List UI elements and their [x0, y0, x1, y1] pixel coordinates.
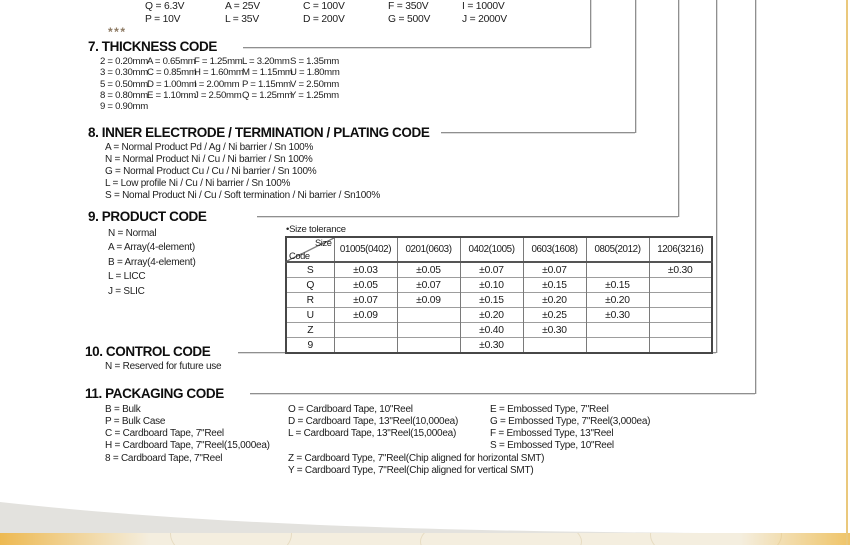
thickness-item: V = 2.50mm — [290, 78, 339, 90]
thickness-item: S = 1.35mm — [290, 56, 339, 67]
size-tolerance-table — [285, 236, 713, 354]
tolerance-cell: ±0.07 — [523, 262, 586, 278]
section-9-title: 9. PRODUCT CODE — [88, 209, 207, 224]
packaging-item: S = Embossed Type, 10"Reel — [490, 440, 614, 451]
tolerance-cell: ±0.05 — [334, 278, 397, 293]
product-item: B = Array(4-element) — [108, 256, 196, 268]
plating-item: N = Normal Product Ni / Cu / Ni barrier / Sn 100% — [105, 154, 313, 165]
control-code-item: N = Reserved for future use — [105, 361, 222, 372]
band-pattern-arc — [170, 533, 292, 545]
row-label: Z — [286, 323, 334, 338]
section-11-title: 11. PACKAGING CODE — [85, 386, 224, 401]
tolerance-cell: ±0.15 — [460, 293, 523, 308]
voltage-code: C = 100V — [303, 1, 345, 12]
voltage-code: A = 25V — [225, 1, 260, 12]
plating-item: G = Normal Product Cu / Cu / Ni barrier / Sn 100% — [105, 166, 317, 177]
corner-size-label: Size — [315, 238, 332, 248]
packaging-item: Y = Cardboard Type, 7"Reel(Chip aligned for vertical SMT) — [288, 465, 534, 476]
tolerance-cell: ±0.07 — [460, 262, 523, 278]
voltage-code: Q = 6.3V — [145, 1, 185, 12]
voltage-code: F = 350V — [388, 1, 429, 12]
tolerance-cell — [397, 323, 460, 338]
tolerance-cell: ±0.07 — [397, 278, 460, 293]
row-label: Q — [286, 278, 334, 293]
connector-line-section9-vertical — [678, 0, 679, 217]
row-label: S — [286, 262, 334, 278]
column-header: 1206(3216) — [649, 237, 712, 262]
thickness-item: P = 1.15mm — [242, 78, 291, 90]
column-header: 0805(2012) — [586, 237, 649, 262]
connector-line-section7-vertical — [590, 0, 591, 48]
product-item: L = LICC — [108, 271, 146, 283]
tolerance-cell — [334, 338, 397, 354]
connector-line-section8 — [441, 132, 635, 133]
packaging-item: L = Cardboard Tape, 13"Reel(15,000ea) — [288, 428, 457, 439]
table-row — [286, 338, 712, 354]
thickness-item: L = 3.20mm — [242, 56, 290, 67]
packaging-item: P = Bulk Case — [105, 416, 166, 427]
voltage-code: I = 1000V — [462, 1, 505, 12]
packaging-item: F = Embossed Type, 13"Reel — [490, 428, 614, 439]
packaging-item: 8 = Cardboard Tape, 7"Reel — [105, 453, 223, 464]
thickness-item: E = 1.10mm — [147, 89, 196, 101]
thickness-code-list — [100, 56, 338, 112]
connector-line-section8-vertical — [635, 0, 636, 133]
thickness-item: 9 = 0.90mm — [100, 101, 148, 113]
footnote-marker: *** — [108, 25, 127, 39]
tolerance-cell — [649, 338, 712, 354]
thickness-item: H = 1.60mm — [194, 67, 244, 79]
tolerance-cell: ±0.10 — [460, 278, 523, 293]
connector-line-section10-vertical — [716, 0, 717, 353]
packaging-item: B = Bulk — [105, 404, 141, 415]
product-item: A = Array(4-element) — [108, 242, 195, 254]
tolerance-cell: ±0.15 — [523, 278, 586, 293]
tolerance-cell: ±0.20 — [523, 293, 586, 308]
section-8-title: 8. INNER ELECTRODE / TERMINATION / PLATING CODE — [88, 125, 430, 140]
plating-item: S = Nomal Product Ni / Cu / Soft termination / Ni barrier / Sn100% — [105, 190, 381, 201]
table-row — [286, 262, 712, 278]
voltage-code: L = 35V — [225, 14, 260, 25]
packaging-item: O = Cardboard Tape, 10"Reel — [288, 404, 413, 415]
gold-gradient-right — [740, 533, 850, 545]
tolerance-cell: ±0.25 — [523, 308, 586, 323]
section-10-title: 10. CONTROL CODE — [85, 344, 211, 359]
thickness-item: Q = 1.25mm — [242, 89, 293, 101]
tolerance-cell: ±0.20 — [460, 308, 523, 323]
packaging-item: D = Cardboard Tape, 13"Reel(10,000ea) — [288, 416, 459, 427]
connector-line-section11-vertical — [755, 0, 756, 394]
tolerance-cell: ±0.30 — [649, 262, 712, 278]
connector-line-section9 — [257, 216, 678, 217]
voltage-code: P = 10V — [145, 14, 181, 25]
product-item: J = SLIC — [108, 285, 145, 297]
row-label: 9 — [286, 338, 334, 354]
tolerance-cell — [334, 323, 397, 338]
table-row — [286, 278, 712, 293]
packaging-item: H = Cardboard Tape, 7"Reel(15,000ea) — [105, 440, 270, 451]
tolerance-cell — [523, 338, 586, 354]
tolerance-cell — [649, 293, 712, 308]
row-label: R — [286, 293, 334, 308]
connector-line-section7 — [243, 47, 590, 48]
tolerance-cell — [397, 338, 460, 354]
tolerance-cell — [586, 262, 649, 278]
thickness-item: Y = 1.25mm — [290, 89, 339, 101]
product-code-list — [108, 227, 196, 299]
voltage-code: D = 200V — [303, 14, 345, 25]
corner-code-label: Code — [289, 251, 310, 261]
column-header: 0402(1005) — [460, 237, 523, 262]
tolerance-cell: ±0.20 — [586, 293, 649, 308]
column-header: 0201(0603) — [397, 237, 460, 262]
voltage-code: G = 500V — [388, 14, 431, 25]
tolerance-cell: ±0.15 — [586, 278, 649, 293]
thickness-item: F = 1.25mm — [194, 56, 243, 67]
column-header: 01005(0402) — [334, 237, 397, 262]
table-row — [286, 293, 712, 308]
tolerance-cell — [586, 323, 649, 338]
packaging-item: C = Cardboard Tape, 7"Reel — [105, 428, 224, 439]
packaging-item: G = Embossed Type, 7"Reel(3,000ea) — [490, 416, 651, 427]
thickness-item: A = 0.65mm — [147, 56, 196, 67]
band-pattern-arc — [420, 533, 582, 545]
tolerance-cell: ±0.07 — [334, 293, 397, 308]
tolerance-cell — [649, 278, 712, 293]
thickness-item: U = 1.80mm — [290, 67, 340, 79]
table-header-row — [286, 237, 712, 262]
connector-line-section11 — [250, 393, 755, 394]
voltage-code: J = 2000V — [462, 14, 507, 25]
packaging-item: Z = Cardboard Type, 7"Reel(Chip aligned for horizontal SMT) — [288, 453, 545, 464]
tolerance-cell — [586, 338, 649, 354]
table-row — [286, 308, 712, 323]
tolerance-cell: ±0.40 — [460, 323, 523, 338]
size-tolerance-label: •Size tolerance — [286, 224, 346, 235]
tolerance-cell — [649, 308, 712, 323]
thickness-item: M = 1.15mm — [242, 67, 293, 79]
column-header: 0603(1608) — [523, 237, 586, 262]
tolerance-cell: ±0.03 — [334, 262, 397, 278]
plating-item: A = Normal Product Pd / Ag / Ni barrier / Sn 100% — [105, 142, 314, 153]
gold-gradient-left — [0, 533, 150, 545]
thickness-item: 5 = 0.50mm — [100, 78, 148, 90]
product-item: N = Normal — [108, 228, 157, 239]
thickness-item: J = 2.50mm — [194, 89, 242, 101]
table-corner-cell — [286, 237, 334, 262]
packaging-item: E = Embossed Type, 7"Reel — [490, 404, 609, 415]
tolerance-cell: ±0.30 — [460, 338, 523, 354]
tolerance-cell: ±0.30 — [586, 308, 649, 323]
thickness-item: I = 2.00mm — [194, 78, 240, 90]
thickness-item: 8 = 0.80mm — [100, 89, 148, 101]
tolerance-cell: ±0.09 — [397, 293, 460, 308]
tolerance-cell — [397, 308, 460, 323]
section-7-title: 7. THICKNESS CODE — [88, 39, 217, 54]
row-label: U — [286, 308, 334, 323]
table-row — [286, 323, 712, 338]
tolerance-cell: ±0.30 — [523, 323, 586, 338]
plating-item: L = Low profile Ni / Cu / Ni barrier / Sn 100% — [105, 178, 291, 189]
thickness-item: 2 = 0.20mm — [100, 56, 148, 67]
tolerance-cell — [649, 323, 712, 338]
tolerance-cell: ±0.05 — [397, 262, 460, 278]
tolerance-cell: ±0.09 — [334, 308, 397, 323]
thickness-item: C = 0.85mm — [147, 67, 197, 79]
gold-page-edge-line — [846, 0, 848, 545]
plating-code-list — [105, 142, 380, 202]
thickness-item: 3 = 0.30mm — [100, 67, 148, 79]
thickness-item: D = 1.00mm — [147, 78, 197, 90]
